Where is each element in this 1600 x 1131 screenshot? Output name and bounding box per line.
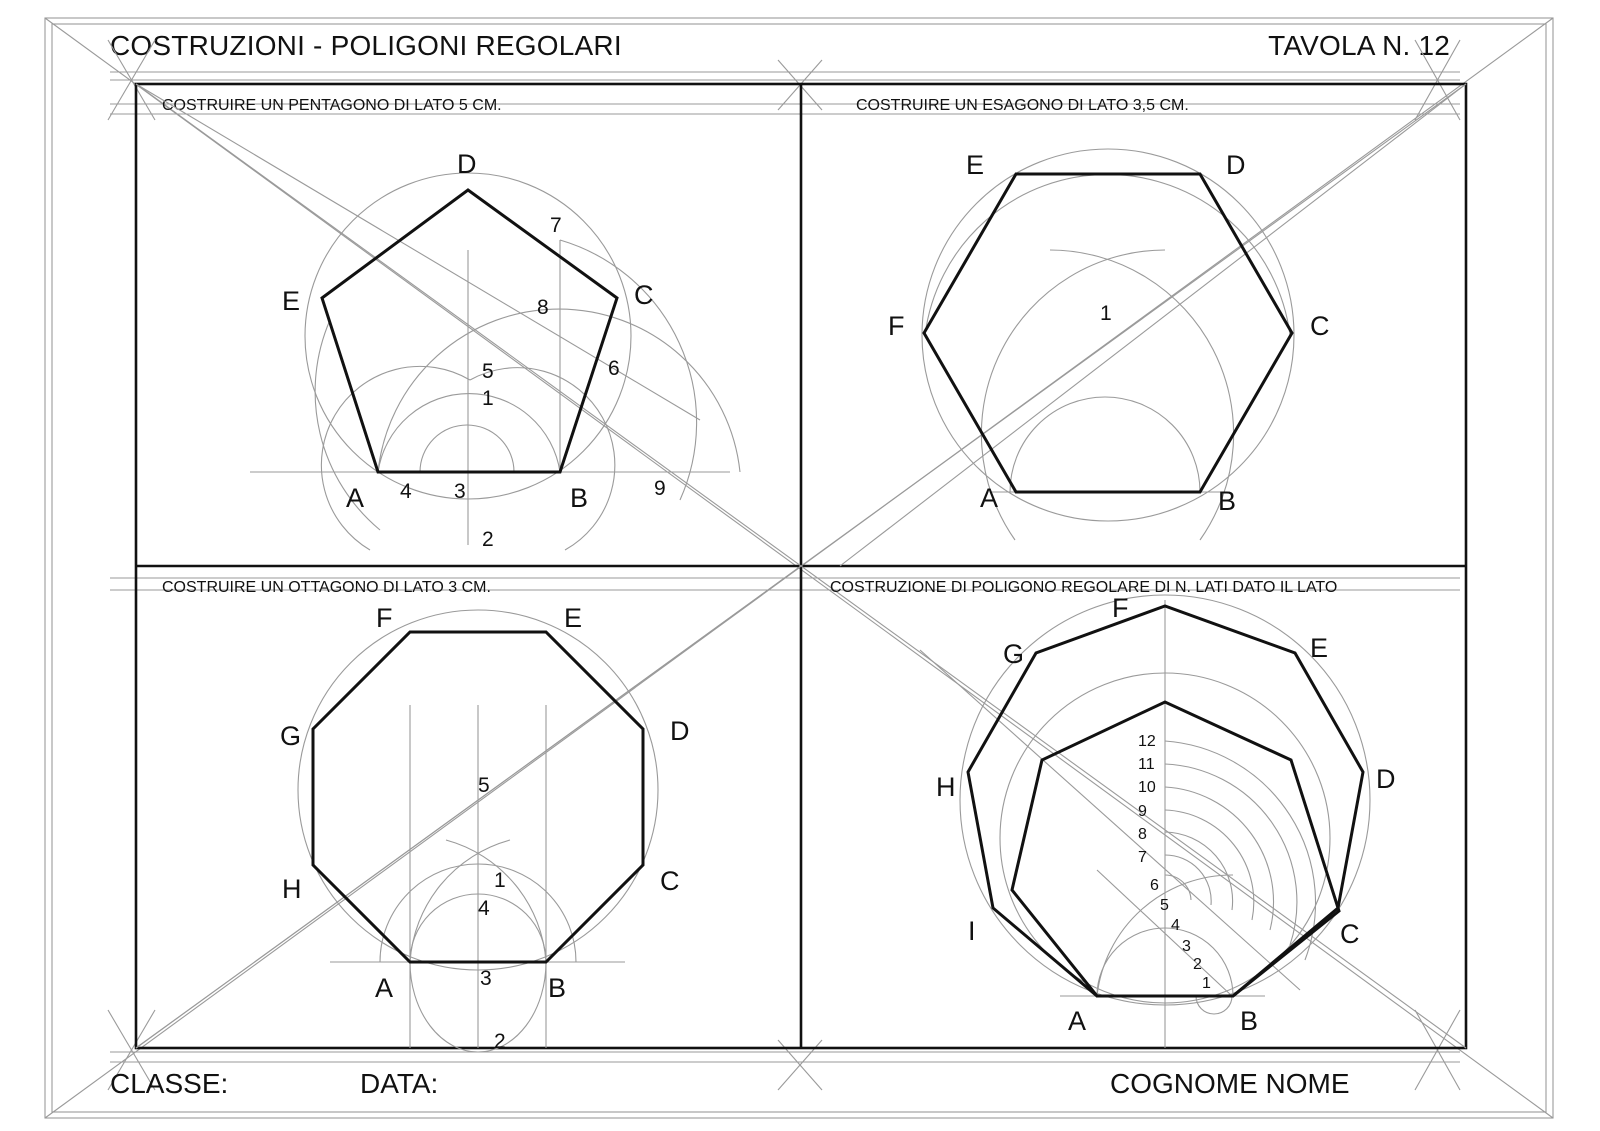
vertex-label: E [1310, 633, 1329, 663]
panel-poligono [830, 579, 1396, 1048]
date-field-label: DATA: [360, 1068, 439, 1099]
point-label: 2 [1193, 956, 1202, 973]
vertex-label: A [1068, 1006, 1087, 1036]
inner-polygon [1012, 702, 1339, 996]
point-label: 9 [1138, 803, 1147, 820]
point-label: 6 [1150, 877, 1159, 894]
point-label: 11 [1138, 756, 1155, 773]
vertex-label: C [1310, 311, 1330, 341]
vertex-label: D [670, 716, 690, 746]
vertex-labels [280, 603, 690, 1003]
class-field-label: CLASSE: [110, 1068, 229, 1099]
vertex-label: G [280, 721, 302, 751]
vertex-label: C [634, 280, 654, 310]
vertex-label: B [548, 973, 567, 1003]
panel-pentagono [136, 84, 740, 551]
point-label: 9 [654, 477, 666, 500]
point-label: 5 [482, 360, 494, 383]
sheet-title: COSTRUZIONI - POLIGONI REGOLARI [110, 30, 622, 61]
point-label: 8 [537, 296, 549, 319]
point-label: 2 [494, 1030, 506, 1053]
point-label: 1 [1100, 302, 1112, 325]
point-label: 1 [482, 387, 494, 410]
construction-lines [840, 84, 1466, 566]
point-label: 5 [478, 774, 490, 797]
point-label: 3 [480, 967, 492, 990]
point-label: 10 [1138, 779, 1156, 796]
construction-lines [136, 84, 740, 550]
point-label: 7 [550, 214, 562, 237]
hexagon [924, 174, 1292, 492]
point-label: 4 [1171, 917, 1180, 934]
point-label: 12 [1138, 733, 1156, 750]
vertex-label: D [1226, 150, 1246, 180]
point-label: 4 [478, 897, 490, 920]
point-label: 3 [454, 480, 466, 503]
point-label: 1 [494, 869, 506, 892]
name-field-label: COGNOME NOME [1110, 1068, 1350, 1099]
point-label: 7 [1138, 849, 1147, 866]
vertex-label: B [570, 483, 589, 513]
point-label: 1 [1202, 975, 1211, 992]
sheet-number: TAVOLA N. 12 [1268, 30, 1450, 61]
vertex-label: D [457, 149, 477, 179]
vertex-label: C [1340, 919, 1360, 949]
point-label: 3 [1182, 938, 1191, 955]
panel-title: COSTRUIRE UN OTTAGONO DI LATO 3 CM. [162, 579, 491, 596]
vertex-label: E [564, 603, 583, 633]
point-label: 6 [608, 357, 620, 380]
vertex-label: C [660, 866, 680, 896]
panel-title: COSTRUIRE UN PENTAGONO DI LATO 5 CM. [162, 97, 502, 114]
number-labels [1100, 302, 1112, 325]
point-label: 4 [400, 480, 412, 503]
vertex-label: A [346, 483, 365, 513]
vertex-labels [936, 593, 1396, 1036]
point-label: 2 [482, 528, 494, 551]
vertex-label: A [375, 973, 394, 1003]
vertex-label: F [1112, 593, 1129, 623]
number-labels [1138, 733, 1211, 992]
vertex-label: A [980, 483, 999, 513]
vertex-label: E [282, 286, 301, 316]
vertex-labels [888, 150, 1330, 516]
vertex-label: I [968, 916, 976, 946]
panel-title: COSTRUIRE UN ESAGONO DI LATO 3,5 CM. [856, 97, 1189, 114]
point-label: 5 [1160, 897, 1169, 914]
vertex-label: B [1218, 486, 1237, 516]
vertex-label: H [282, 874, 302, 904]
point-label: 8 [1138, 826, 1147, 843]
number-labels [478, 774, 506, 1053]
vertex-label: B [1240, 1006, 1259, 1036]
vertex-label: H [936, 772, 956, 802]
vertex-label: D [1376, 764, 1396, 794]
construction-lines [920, 595, 1370, 1048]
vertex-label: G [1003, 639, 1025, 669]
vertex-label: E [966, 150, 985, 180]
panel-esagono [840, 84, 1466, 566]
panel-title: COSTRUZIONE DI POLIGONO REGOLARE DI N. LATI DATO IL LATO [830, 579, 1338, 596]
vertex-label: F [376, 603, 393, 633]
vertex-label: F [888, 311, 905, 341]
pentagon [322, 190, 617, 472]
